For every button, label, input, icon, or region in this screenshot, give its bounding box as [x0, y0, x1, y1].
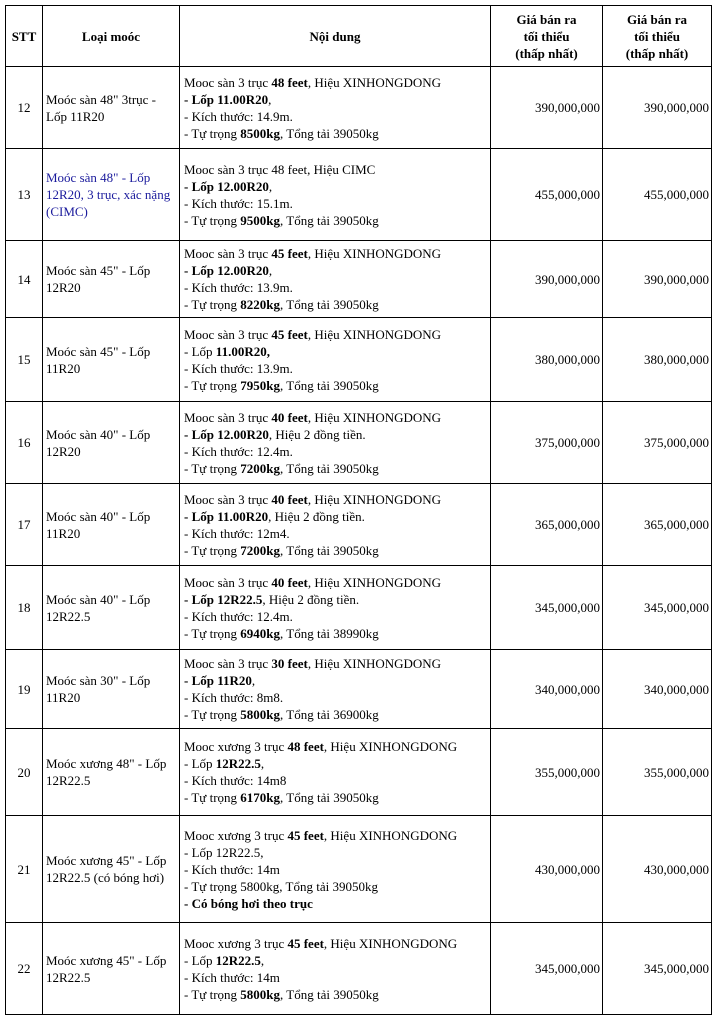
noi-dung-text: - Tự trọng 5800kg, Tổng tải 39050kg: [184, 878, 378, 894]
noi-dung-text: - Tự trọng: [184, 986, 241, 1002]
header-gia-ban-1: [491, 6, 603, 67]
noi-dung-text: ,: [251, 673, 256, 688]
row-gia-ban-2: 340,000,000: [603, 650, 712, 729]
noi-dung-line: [184, 591, 487, 608]
noi-dung-bold-text: 12R22.5: [215, 756, 261, 771]
noi-dung-text: ,: [260, 952, 265, 968]
table-row: [6, 923, 712, 1015]
noi-dung-line: [184, 161, 487, 178]
noi-dung-line: [184, 672, 487, 689]
noi-dung-text: - Lốp: [184, 343, 216, 359]
noi-dung-bold-text: 7200kg: [240, 542, 281, 558]
row-gia-ban-2: 345,000,000: [603, 566, 712, 650]
noi-dung-line: [184, 895, 487, 912]
table-row: [6, 484, 712, 566]
header-gia1-line: tối thiểu: [523, 28, 570, 44]
row-gia-ban-1: 390,000,000: [491, 67, 603, 149]
header-stt: STT: [6, 6, 43, 67]
noi-dung-bold-text: 9500kg: [240, 212, 281, 228]
noi-dung-text: , Tổng tải 39050kg: [280, 212, 379, 228]
row-gia-ban-2: 430,000,000: [603, 816, 712, 923]
noi-dung-line: [184, 426, 487, 443]
noi-dung-text: - Tự trọng: [184, 377, 241, 393]
noi-dung-line: [184, 343, 487, 360]
noi-dung-text: , Hiệu 2 đồng tiền.: [268, 426, 366, 442]
row-gia-ban-2: 345,000,000: [603, 923, 712, 1015]
row-stt: 15: [6, 318, 43, 402]
noi-dung-text: , Tổng tải 39050kg: [280, 297, 379, 312]
noi-dung-bold-text: 48 feet: [287, 739, 324, 754]
noi-dung-text: , Hiệu XINHONGDONG: [307, 74, 442, 90]
noi-dung-line: [184, 525, 487, 542]
noi-dung-line: [184, 789, 487, 806]
noi-dung-line: [184, 91, 487, 108]
noi-dung-text: , Hiệu XINHONGDONG: [323, 935, 458, 951]
header-loai-mooc: Loại moóc: [43, 6, 180, 67]
row-gia-ban-2: 390,000,000: [603, 241, 712, 318]
noi-dung-line: [184, 861, 487, 878]
noi-dung-text: ,: [268, 263, 273, 278]
noi-dung-bold-text: 8220kg: [240, 297, 281, 312]
row-loai-mooc: Moóc xương 48" - Lốp 12R22.5: [43, 729, 180, 816]
noi-dung-bold-text: - Lốp 11R20: [184, 673, 252, 688]
noi-dung-text: - Tự trọng: [184, 542, 241, 558]
noi-dung-line: [184, 360, 487, 377]
noi-dung-text: , Tổng tải 38990kg: [280, 625, 379, 641]
row-gia-ban-1: 390,000,000: [491, 241, 603, 318]
row-gia-ban-1: 345,000,000: [491, 923, 603, 1015]
noi-dung-text: , Hiệu XINHONGDONG: [307, 574, 442, 590]
noi-dung-text: , Hiệu XINHONGDONG: [307, 491, 442, 507]
noi-dung-text: - Kích thước: 14.9m.: [184, 108, 293, 124]
noi-dung-bold-text: 5800kg: [240, 986, 281, 1002]
noi-dung-text: - Tự trọng: [184, 460, 241, 476]
noi-dung-text: - Kích thước: 13.9m.: [184, 280, 293, 295]
header-gia-ban-2: [603, 6, 712, 67]
noi-dung-text: , Tổng tải 39050kg: [280, 790, 379, 805]
row-noi-dung: [180, 566, 491, 650]
row-noi-dung: [180, 650, 491, 729]
row-noi-dung: [180, 402, 491, 484]
noi-dung-line: [184, 969, 487, 986]
table-row: [6, 566, 712, 650]
noi-dung-text: - Kích thước: 14m8: [184, 773, 287, 788]
noi-dung-line: [184, 326, 487, 343]
row-noi-dung: [180, 729, 491, 816]
noi-dung-bold-text: 45 feet: [271, 246, 308, 261]
row-stt: 16: [6, 402, 43, 484]
row-noi-dung: [180, 923, 491, 1015]
noi-dung-text: , Tổng tải 39050kg: [280, 377, 379, 393]
row-noi-dung: [180, 241, 491, 318]
header-gia1-line: (thấp nhất): [515, 45, 578, 61]
row-gia-ban-1: 365,000,000: [491, 484, 603, 566]
noi-dung-line: [184, 935, 487, 952]
noi-dung-text: Mooc sàn 3 trục: [184, 656, 272, 671]
header-noi-dung: Nội dung: [180, 6, 491, 67]
noi-dung-text: - Kích thước: 14m: [184, 969, 280, 985]
noi-dung-line: [184, 409, 487, 426]
noi-dung-line: [184, 377, 487, 394]
noi-dung-bold-text: 8500kg: [240, 125, 281, 141]
row-gia-ban-2: 380,000,000: [603, 318, 712, 402]
noi-dung-line: [184, 460, 487, 477]
noi-dung-bold-text: - Có bóng hơi theo trục: [184, 895, 313, 911]
noi-dung-line: [184, 279, 487, 296]
row-loai-mooc: Moóc sàn 40" - Lốp 12R20: [43, 402, 180, 484]
row-gia-ban-1: 380,000,000: [491, 318, 603, 402]
noi-dung-text: ,: [268, 178, 273, 194]
noi-dung-text: - Tự trọng: [184, 212, 241, 228]
noi-dung-line: [184, 296, 487, 313]
noi-dung-text: Mooc xương 3 trục: [184, 827, 288, 843]
row-stt: 20: [6, 729, 43, 816]
noi-dung-bold-text: - Lốp 11.00R20: [184, 91, 269, 107]
noi-dung-text: Mooc sàn 3 trục 48 feet, Hiệu CIMC: [184, 161, 376, 177]
noi-dung-bold-text: 30 feet: [271, 656, 308, 671]
noi-dung-text: - Tự trọng: [184, 707, 241, 722]
noi-dung-text: ,: [268, 91, 272, 107]
row-loai-mooc: Moóc xương 45" - Lốp 12R22.5: [43, 923, 180, 1015]
noi-dung-text: Mooc sàn 3 trục: [184, 574, 272, 590]
noi-dung-text: , Tổng tải 39050kg: [280, 542, 379, 558]
noi-dung-bold-text: - Lốp 12.00R20: [184, 178, 269, 194]
noi-dung-line: [184, 125, 487, 142]
noi-dung-text: - Kích thước: 15.1m.: [184, 195, 293, 211]
noi-dung-text: Mooc xương 3 trục: [184, 935, 288, 951]
table-row: [6, 318, 712, 402]
noi-dung-bold-text: 40 feet: [271, 491, 308, 507]
noi-dung-text: - Kích thước: 14m: [184, 861, 280, 877]
noi-dung-bold-text: - Lốp 12.00R20: [184, 263, 269, 278]
header-gia2-line: (thấp nhất): [625, 45, 689, 61]
noi-dung-bold-text: 7200kg: [240, 460, 281, 476]
noi-dung-text: , Hiệu XINHONGDONG: [323, 739, 458, 754]
row-gia-ban-2: 375,000,000: [603, 402, 712, 484]
noi-dung-line: [184, 689, 487, 706]
noi-dung-line: [184, 878, 487, 895]
noi-dung-text: , Hiệu XINHONGDONG: [307, 409, 442, 425]
noi-dung-bold-text: 6170kg: [240, 790, 281, 805]
table-row: [6, 241, 712, 318]
table-row: [6, 729, 712, 816]
header-row: [6, 6, 712, 67]
row-gia-ban-1: 430,000,000: [491, 816, 603, 923]
row-loai-mooc: Moóc sàn 30" - Lốp 11R20: [43, 650, 180, 729]
noi-dung-bold-text: 5800kg: [240, 707, 281, 722]
noi-dung-text: Mooc sàn 3 trục: [184, 409, 272, 425]
row-loai-mooc: Moóc sàn 45" - Lốp 11R20: [43, 318, 180, 402]
noi-dung-line: [184, 508, 487, 525]
noi-dung-bold-text: 40 feet: [271, 409, 308, 425]
row-gia-ban-2: 455,000,000: [603, 149, 712, 241]
row-stt: 19: [6, 650, 43, 729]
noi-dung-text: Mooc xương 3 trục: [184, 739, 288, 754]
noi-dung-text: , Hiệu 2 đồng tiền.: [268, 508, 365, 524]
row-stt: 17: [6, 484, 43, 566]
noi-dung-bold-text: 11.00R20,: [215, 343, 270, 359]
noi-dung-line: [184, 986, 487, 1003]
row-gia-ban-2: 390,000,000: [603, 67, 712, 149]
price-table-container: [5, 5, 712, 1015]
row-noi-dung: [180, 484, 491, 566]
noi-dung-text: ,: [260, 756, 265, 771]
row-gia-ban-1: 455,000,000: [491, 149, 603, 241]
row-gia-ban-1: 340,000,000: [491, 650, 603, 729]
row-loai-mooc: Moóc sàn 48" 3trục - Lốp 11R20: [43, 67, 180, 149]
noi-dung-bold-text: 7950kg: [240, 377, 281, 393]
table-row: [6, 67, 712, 149]
noi-dung-line: [184, 608, 487, 625]
row-noi-dung: [180, 149, 491, 241]
row-loai-mooc: Moóc sàn 48" - Lốp 12R20, 3 trục, xác nặng (CIMC): [43, 149, 180, 241]
noi-dung-text: , Hiệu XINHONGDONG: [307, 326, 442, 342]
noi-dung-text: Mooc sàn 3 trục: [184, 326, 272, 342]
row-gia-ban-1: 355,000,000: [491, 729, 603, 816]
noi-dung-line: [184, 212, 487, 229]
noi-dung-line: [184, 625, 487, 642]
noi-dung-line: [184, 245, 487, 262]
noi-dung-bold-text: 6940kg: [240, 625, 281, 641]
row-gia-ban-2: 355,000,000: [603, 729, 712, 816]
noi-dung-text: Mooc sàn 3 trục: [184, 491, 272, 507]
row-loai-mooc: Moóc sàn 40" - Lốp 11R20: [43, 484, 180, 566]
noi-dung-bold-text: 12R22.5: [215, 952, 261, 968]
row-stt: 21: [6, 816, 43, 923]
noi-dung-line: [184, 827, 487, 844]
noi-dung-text: Mooc sàn 3 trục: [184, 246, 272, 261]
noi-dung-text: - Lốp: [184, 952, 216, 968]
table-row: [6, 816, 712, 923]
header-gia2-line: tối thiểu: [634, 28, 680, 44]
noi-dung-line: [184, 491, 487, 508]
noi-dung-line: [184, 706, 487, 723]
noi-dung-text: , Tổng tải 36900kg: [280, 707, 379, 722]
noi-dung-bold-text: 48 feet: [271, 74, 308, 90]
noi-dung-text: , Hiệu XINHONGDONG: [307, 656, 442, 671]
row-noi-dung: [180, 67, 491, 149]
noi-dung-text: , Hiệu 2 đồng tiền.: [262, 591, 360, 607]
row-stt: 18: [6, 566, 43, 650]
noi-dung-text: , Tổng tải 39050kg: [280, 460, 379, 476]
row-loai-mooc: Moóc sàn 40" - Lốp 12R22.5: [43, 566, 180, 650]
noi-dung-bold-text: - Lốp 12R22.5: [184, 591, 263, 607]
noi-dung-text: - Tự trọng: [184, 297, 241, 312]
noi-dung-line: [184, 755, 487, 772]
noi-dung-text: - Kích thước: 12.4m.: [184, 443, 293, 459]
noi-dung-bold-text: - Lốp 11.00R20: [184, 508, 269, 524]
noi-dung-text: , Tổng tải 39050kg: [280, 986, 379, 1002]
noi-dung-line: [184, 108, 487, 125]
noi-dung-bold-text: 40 feet: [271, 574, 308, 590]
noi-dung-line: [184, 542, 487, 559]
noi-dung-text: , Hiệu XINHONGDONG: [323, 827, 458, 843]
noi-dung-line: [184, 178, 487, 195]
row-noi-dung: [180, 816, 491, 923]
table-row: [6, 650, 712, 729]
row-noi-dung: [180, 318, 491, 402]
noi-dung-text: , Hiệu XINHONGDONG: [307, 246, 442, 261]
table-row: [6, 402, 712, 484]
table-row: [6, 149, 712, 241]
noi-dung-text: Mooc sàn 3 trục: [184, 74, 272, 90]
noi-dung-text: - Lốp 12R22.5,: [184, 844, 264, 860]
noi-dung-text: - Tự trọng: [184, 625, 241, 641]
noi-dung-text: , Tổng tải 39050kg: [280, 125, 379, 141]
row-loai-mooc: Moóc sàn 45" - Lốp 12R20: [43, 241, 180, 318]
noi-dung-text: - Lốp: [184, 756, 216, 771]
noi-dung-text: - Kích thước: 12.4m.: [184, 608, 293, 624]
noi-dung-line: [184, 262, 487, 279]
header-gia2-line: Giá bán ra: [627, 11, 687, 27]
noi-dung-line: [184, 655, 487, 672]
noi-dung-text: - Tự trọng: [184, 125, 241, 141]
price-table: [5, 5, 712, 1015]
noi-dung-line: [184, 844, 487, 861]
noi-dung-text: - Kích thước: 12m4.: [184, 525, 290, 541]
header-gia1-line: Giá bán ra: [516, 11, 577, 27]
noi-dung-line: [184, 772, 487, 789]
row-gia-ban-1: 375,000,000: [491, 402, 603, 484]
noi-dung-text: - Kích thước: 13.9m.: [184, 360, 293, 376]
row-gia-ban-1: 345,000,000: [491, 566, 603, 650]
noi-dung-text: - Tự trọng: [184, 790, 241, 805]
row-stt: 12: [6, 67, 43, 149]
row-stt: 14: [6, 241, 43, 318]
row-gia-ban-2: 365,000,000: [603, 484, 712, 566]
noi-dung-line: [184, 574, 487, 591]
row-stt: 22: [6, 923, 43, 1015]
table-body: [6, 67, 712, 1015]
row-stt: 13: [6, 149, 43, 241]
noi-dung-bold-text: - Lốp 12.00R20: [184, 426, 269, 442]
noi-dung-bold-text: 45 feet: [287, 935, 324, 951]
noi-dung-line: [184, 738, 487, 755]
noi-dung-bold-text: 45 feet: [271, 326, 308, 342]
noi-dung-text: - Kích thước: 8m8.: [184, 690, 284, 705]
noi-dung-line: [184, 952, 487, 969]
noi-dung-bold-text: 45 feet: [287, 827, 324, 843]
row-loai-mooc: Moóc xương 45" - Lốp 12R22.5 (có bóng hơi): [43, 816, 180, 923]
noi-dung-line: [184, 74, 487, 91]
noi-dung-line: [184, 443, 487, 460]
noi-dung-line: [184, 195, 487, 212]
